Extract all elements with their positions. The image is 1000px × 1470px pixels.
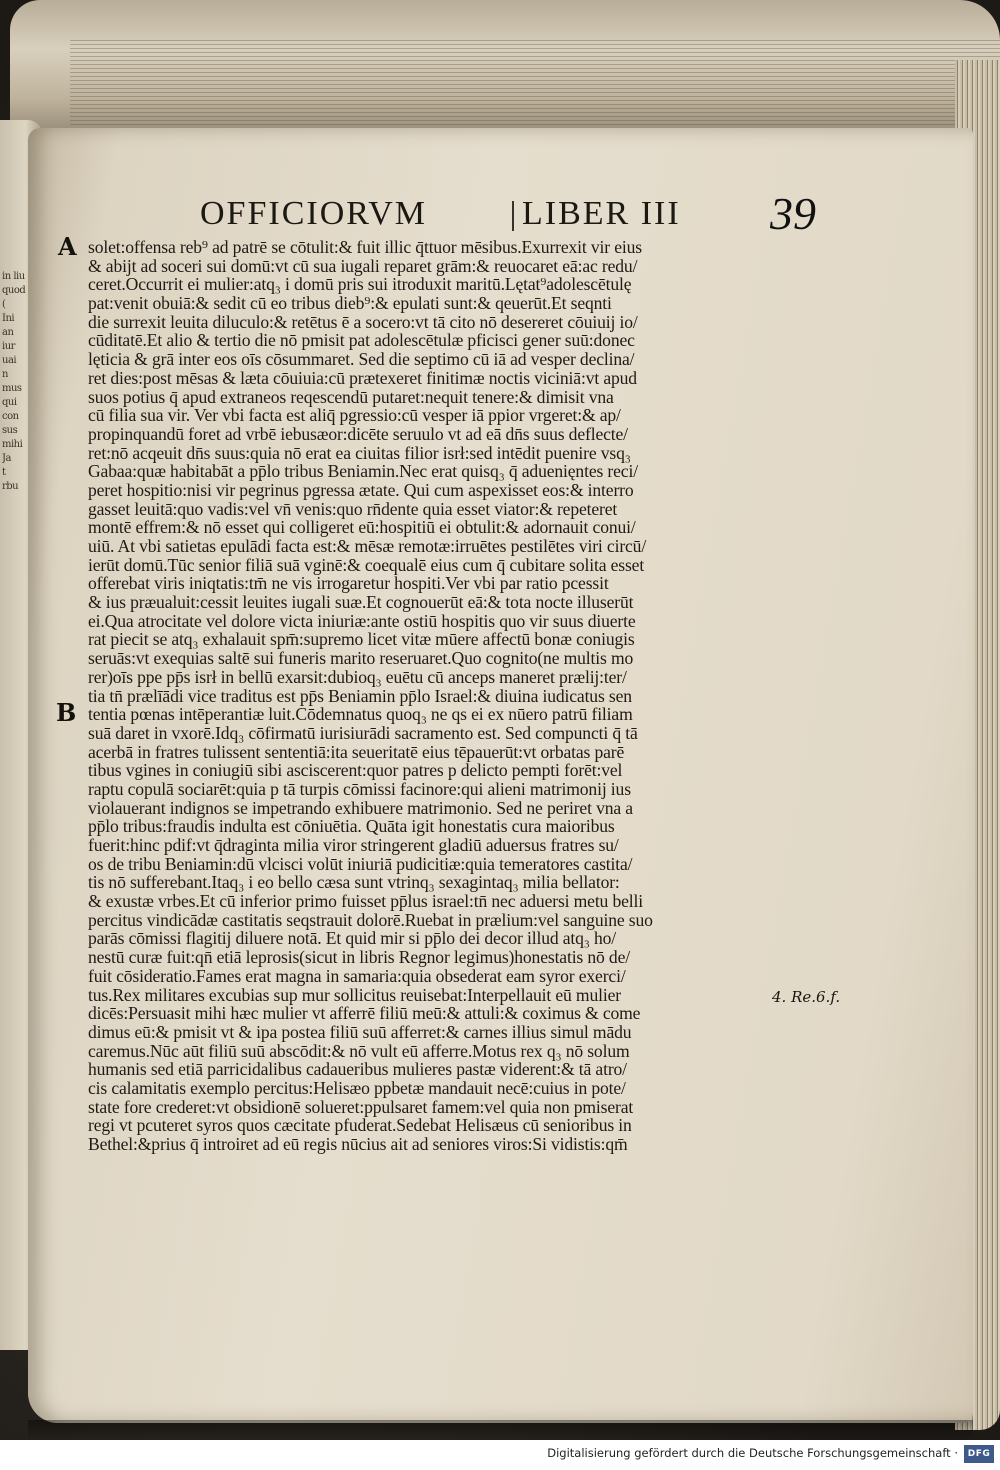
text-line: gasset leuitā:quo vadis:vel vn̄ venis:quo rn̄dente quia esset viator:& repeteret [88, 498, 618, 519]
section-mark-a: A [58, 232, 77, 261]
body-text [88, 238, 778, 1154]
text-line: montē effrem:& nō esset qui colligeret eū:hospitiū ei obtulit:& adornauit conui/ [88, 517, 636, 538]
section-mark-b: B [56, 698, 77, 727]
text-line: cūditatē.Et alio & tertio die nō pmisit pat adolescētulæ pficisci gener suū:donec [88, 330, 635, 351]
text-line: suā daret in vxorē.Idq₃ cōfirmatū iurisiurādi sacramento est. Sed compuncti q̄ tā [88, 722, 638, 743]
text-line: state fore crederet:vt obsidionē solueret:ppulsaret famem:vel quia non pmiserat [88, 1096, 634, 1117]
dfg-logo: DFG [964, 1445, 994, 1463]
page-shadow [28, 1420, 973, 1440]
text-line: fuerit:hinc pdif:vt q̄draginta milia viror stringerent gladiū aduersus fratres su/ [88, 835, 619, 855]
text-line: ceret.Occurrit ei mulier:atq₃ i domū pris sui itroduxit maritū.Lętat⁹adolescētulę [88, 274, 632, 295]
text-line: & ius præualuit:cessit leuites iugali suæ.Et cognouerūt eā:& tota nocte illuserūt [88, 592, 634, 613]
book-top-edge [10, 0, 1000, 140]
text-line: tentia pœnas intēperantiæ luit.Cōdemnatus quoq₃ ne qs ei ex nūero patrū filiam [88, 704, 633, 725]
text-line: tis nō sufferebant.Itaq₃ i eo bello cæsa sunt vtrinq₃ sexagintaq₃ milia bellator: [88, 872, 620, 893]
head-divider [512, 201, 514, 231]
folio-number: 39 [770, 188, 816, 239]
text-line: & exustæ vrbes.Et cū inferior primo fuisset pp̄lus israel:tn̄ nec aduersi metu belli [88, 891, 643, 912]
text-line: Bethel:&prius q̄ introiret ad eū regis nūcius ait ad seniores viros:Si vidistis:qm̄ [88, 1134, 628, 1154]
footer-bar [0, 1440, 1000, 1470]
text-line: rer)oīs ppe pp̄s isrł in bellū exarsit:dubioq₃ euētu cū anceps maneret prælij:ter/ [88, 666, 627, 687]
text-line: rat piecit se atq₃ exhalauit spm̄:supremo licet vitæ mūere affectū bonæ coniugis [88, 629, 635, 650]
text-line: dimus eū:& pmisit vt & ipa postea filiū suū afferret:& carnes illius simul mādu [88, 1021, 632, 1042]
running-head-book: LIBER III [522, 195, 681, 232]
text-line: ei.Qua atrocitate vel dolore victa iniuriæ:ante ostiū hospitis quo vir suus diuerte [88, 610, 636, 631]
text-line: raptu copulā sociarēt:quia p tā turpis cōmissi facinore:qui alieni matrimonij ius [88, 778, 631, 799]
text-line: tibus vgines in coniugiū sibi asciscerent:quor patres p delicto pempti forēt:vel [88, 760, 623, 781]
text-line: offerebat viris iniqtatis:tm̄ ne vis irrogaretur hospiti.Ver vbi par ratio pcessit [88, 573, 609, 594]
text-line: seruās:vt exequias saltē sui funeris marito reseruaret.Quo cognito(ne multis mo [88, 648, 634, 669]
facing-page-text: in liu quod ( Ini an iur uai n mus qui con sus mihi Ja t rbu [2, 271, 26, 492]
text-line: pp̄lo tribus:fraudis indulta est cōniuētia. Quāta igit honestatis cura maioribus [88, 816, 615, 837]
text-line: & abijt ad soceri sui domū:vt cū sua iugali reparet grām:& reuocaret eā:ac redu/ [88, 255, 638, 276]
text-line: ret:nō acqeuit dn̄s suus:quia nō erat ea ciuitas filior isrł:sed intēdit puenire vsq₃ [88, 442, 631, 463]
text-line: die surrexit leuita diluculo:& retētus ē a socero:vt tā cito nō desereret cōuiuij io/ [88, 311, 638, 332]
text-line: regi vt pcuteret syros quos cæcitate pfuderat.Sedebat Helisæus cū senioribus in [88, 1115, 632, 1136]
marginal-note: 4. Re.6.f. [772, 988, 841, 1006]
text-line: tus.Rex militares excubias sup mur sollicitus reuisebat:Interpellauit eū mulier [88, 984, 621, 1005]
text-line: cis calamitatis exemplo percitus:Helisæo ppbetæ mandauit necē:cuius in pote/ [88, 1077, 626, 1098]
text-line: acerbā in fratres tulissent sententiā:ita seueritatē eius tēpauerūt:vt orbatas parē [88, 741, 625, 762]
text-line: suos potius q̄ apud extraneos reqescendū putaret:nequit tenere:& dimisit vna [88, 386, 614, 407]
footer-credit: Digitalisierung gefördert durch die Deutsche Forschungsgemeinschaft · [547, 1446, 958, 1460]
text-line: propinquandū foret ad vrbē iebusæor:dicēte seruulo vt ad eā dn̄s suus deflecte/ [88, 423, 628, 444]
text-line: caremus.Nūc aūt filiū suū abscōdit:& nō vult eū afferre.Motus rex q₃ nō solum [88, 1040, 630, 1061]
text-line: dicēs:Persuasit mihi hæc mulier vt afferrē filiū meū:& attuli:& coximus & come [88, 1003, 641, 1024]
text-line: nestū curæ fuit:qn̄ etiā leprosis(sicut in libris Regnor legimus)honestatis nō de/ [88, 947, 630, 968]
text-line: percitus vindicādæ castitatis seqstrauit dolorē.Ruebat in prælium:vel sanguine suo [88, 909, 653, 930]
text-line: cū filia sua vir. Ver vbi facta est aliq̄ pgressio:cū vesper iā ppior vrgeret:& ap/ [88, 405, 621, 426]
text-line: parās cōmissi flagitij diluere notā. Et quid mir si pp̄lo dei decor illud atq₃ ho/ [88, 928, 617, 949]
text-line: violauerant indignos se impetrando exhibuere matrimonio. Sed ne periret vna a [88, 797, 633, 818]
text-line: Gabaa:quæ habitabāt a pp̄lo tribus Beniamin.Nec erat quisq₃ q̄ aduenięntes reci/ [88, 461, 638, 482]
running-head-title: OFFICIORVM [200, 195, 427, 232]
text-line: tia tn̄ prælīādi vice traditus est pp̄s Beniamin pp̄lo Israel:& diuina iudicatus sen [88, 685, 632, 706]
text-line: solet:offensa reb⁹ ad patrē se cōtulit:& fuit illic q̄ttuor mēsibus.Exurrexit vir eius [88, 237, 642, 257]
text-line: uiū. At vbi satietas epulādi facta est:& mēsæ remotæ:irruētes pestilētes viri circū/ [88, 536, 647, 556]
text-line: ret dies:post mēsas & læta cōuiuia:cū prætexeret finitimæ noctis viciniā:vt apud [88, 367, 637, 388]
text-line: pat:venit obuiā:& sedit cū eo tribus dieb⁹:& epulati sunt:& qeuerūt.Et seqnti [88, 293, 612, 314]
text-line: fuit cōsideratio.Fames erat magna in samaria:quia obsederat eam syror exerci/ [88, 965, 626, 986]
text-line: ierūt domū.Tūc senior filiā suā vginē:& coequalē eius cum q̄ cubitare solita esset [88, 554, 645, 575]
text-line: peret hospitio:nisi vir pegrinus pgressa ætate. Qui cum aspexisset eos:& interro [88, 479, 634, 500]
text-line: os de tribu Beniamin:dū vlcisci volūt iniuriā pudicitiæ:quia temeratores castita/ [88, 853, 633, 874]
text-line: lęticia & grā inter eos oīs cōsummaret. Sed die septimo cū iā ad vesper declina/ [88, 349, 635, 370]
text-line: humanis sed etiā parricidalibus cadaueribus mulieres pastæ viderent:& tā atro/ [88, 1059, 627, 1080]
